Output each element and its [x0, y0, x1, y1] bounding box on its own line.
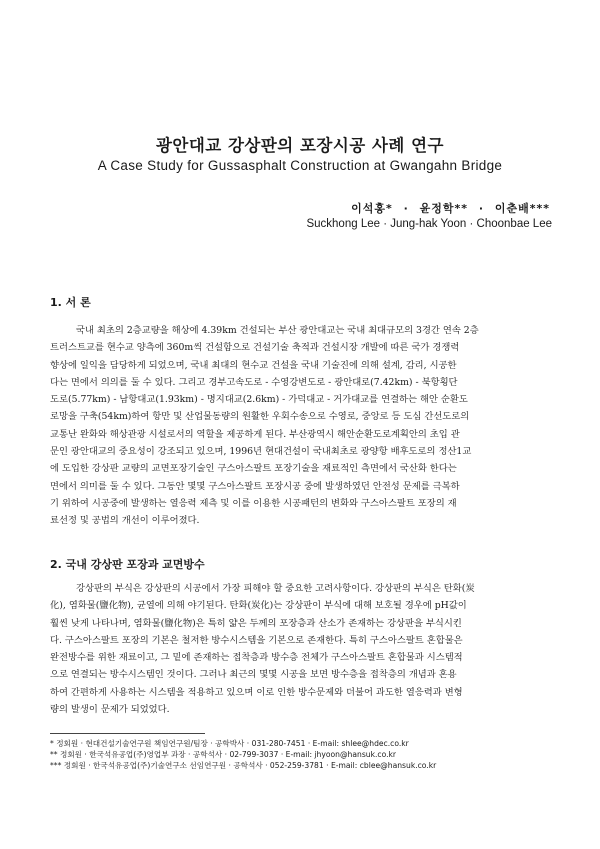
section-2-body [50, 580, 552, 718]
authors-english: Suckhong Lee · Jung-hak Yoon · Choonbae Lee [306, 218, 552, 230]
section-1-line: 로망을 구축(54km)하여 항만 및 산업물동량의 원활한 우회수송으로 수영로, 중앙로 등 도심 간선도로의 [50, 411, 470, 423]
section-1-line: 국내 최초의 2층교량을 해상에 4.39km 건설되는 부산 광안대교는 국내 최대규모의 3경간 연속 2층 [76, 325, 479, 336]
section-1-line: 트러스트교를 현수교 양측에 360m씩 건설함으로 건설기술 축적과 건설시장 개발에 따른 국가 경쟁력 [50, 342, 460, 354]
section-1-line: 문인 광안대교의 중요성이 강조되고 있으며, 1996년 현대건설이 국내최초로 광양항 배후도로의 정산1교 [50, 446, 472, 458]
section-1-body [50, 322, 552, 530]
section-1-line: 기 위하여 시공중에 발생하는 열응력 제측 및 이를 이용한 시공패턴의 변화와 구스아스팔트 포장의 재 [50, 497, 457, 509]
section-1-line: 교통난 완화와 해상관광 시설로서의 역할을 제공하게 된다. 부산광역시 해안순환도로계획안의 초입 관 [50, 428, 460, 440]
paper-title-english: A Case Study for Gussasphalt Construction at Gwangahn Bridge [97, 158, 503, 173]
section-2-line: 완전방수를 위한 재료이고, 그 밑에 존재하는 접착층과 방수층 전체가 구스아스팔트 혼합물과 시스템적 [50, 652, 463, 664]
section-2-line: 훨씬 낮게 나타나며, 염화물(鹽化物)은 특히 얇은 두께의 포장층과 산소가 존재하는 강상판을 부식시킨 [50, 617, 462, 629]
section-2-line: 강상판의 부식은 강상판의 시공에서 가장 피해야 할 중요한 고려사항이다. 강상판의 부식은 탄화(炭 [76, 583, 475, 594]
paper-title-korean: 광안대교 강상판의 포장시공 사례 연구 [155, 136, 444, 155]
section-2-line: 량의 발생이 문제가 되었었다. [50, 704, 170, 716]
section-1-line: 향상에 일익을 담당하게 되었으며, 국내 최대의 현수교 건설을 국내 기술진에 의해 설계, 감리, 시공한 [50, 359, 457, 371]
section-1-line: 료선정 및 공법의 개선이 이루어졌다. [50, 515, 200, 527]
section-1-line: 도로(5.77km) - 남항대교(1.93km) - 명지대교(2.6km) - 가덕대교 - 거가대교를 연결하는 해안 순환도 [50, 394, 468, 406]
section-1-line: 에 도입한 강상판 교량의 교면포장기술인 구스아스팔트 포장기술을 재료적인 측면에서 국산화 한다는 [50, 463, 457, 475]
footnote-author-3: *** 정회원 · 한국석유공업(주)기술연구소 선임연구원 · 공학석사 · 052-259-3781 · E-mail: cblee@hansuk.co.kr [50, 761, 437, 770]
section-2-line: 하여 간편하게 사용하는 시스템을 적용하고 있으며 이로 인한 방수문제와 더불어 과도한 열응력과 변형 [50, 686, 463, 698]
section-2-line: 다. 구스아스팔트 포장의 기본은 철저한 방수시스템을 기본으로 존재한다. 특히 구스아스팔트 혼합물은 [50, 634, 463, 646]
footnote-author-2: ** 정회원 · 한국석유공업(주)영업부 과장 · 공학석사 · 02-799-3037 · E-mail: jhyoon@hansuk.co.kr [50, 750, 397, 759]
section-1-line: 다는 면에서 의의를 둘 수 있다. 그리고 경부고속도로 - 수영강변도로 - 광안대로(7.42km) - 북항횡단 [50, 376, 458, 388]
section-2-line: 으로 연결되는 방수시스템인 것이다. 그러나 최근의 몇몇 시공을 보면 방수층을 접착층의 개념과 혼용 [50, 669, 457, 681]
authors-korean: 이석홍* · 윤정학** · 이춘배*** [351, 202, 550, 215]
author-footnotes [50, 738, 560, 771]
section-1-line: 면에서 의미를 둘 수 있다. 그동안 몇몇 구스아스팔트 포장시공 중에 발생하였던 안전성 문제를 극복하 [50, 480, 460, 492]
section-1-heading: 1. 서 론 [50, 296, 91, 309]
footnote-author-1: * 정회원 · 현대건설기술연구원 책임연구원/팀장 · 공학박사 · 031-280-7451 · E-mail: shlee@hdec.co.kr [50, 739, 409, 748]
section-2-line: 化), 염화물(鹽化物), 균열에 의해 야기된다. 탄화(炭化)는 강상판이 부식에 대해 보호될 경우에 pH값이 [50, 600, 467, 612]
section-2-heading: 2. 국내 강상판 포장과 교면방수 [50, 558, 205, 571]
footnote-divider [50, 733, 205, 734]
